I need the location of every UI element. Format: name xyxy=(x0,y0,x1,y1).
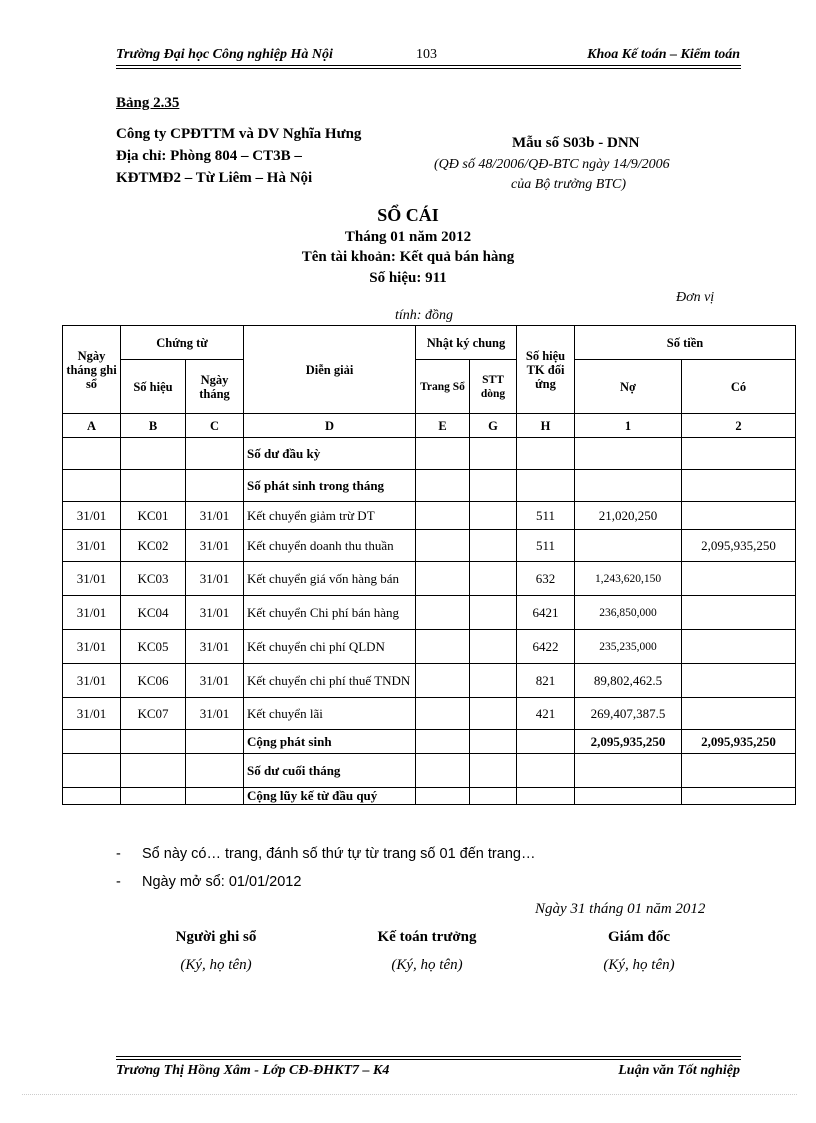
row-debit: 21,020,250 xyxy=(575,502,682,530)
row-credit xyxy=(682,562,796,596)
total-debit: 2,095,935,250 xyxy=(575,730,682,754)
header-journal: Nhật ký chung xyxy=(416,326,517,360)
code-cell: E xyxy=(416,414,470,438)
row-debit: 269,407,387.5 xyxy=(575,698,682,730)
closing-balance-label: Số dư cuối tháng xyxy=(244,754,416,788)
row-debit: 89,802,462.5 xyxy=(575,664,682,698)
row-voucher-date: 31/01 xyxy=(186,664,244,698)
footer-thesis: Luận văn Tốt nghiệp xyxy=(618,1063,740,1078)
row-debit: 235,235,000 xyxy=(575,630,682,664)
code-row xyxy=(63,414,796,438)
row-voucher-date: 31/01 xyxy=(186,698,244,730)
header-journal-line: STT dòng xyxy=(470,360,517,414)
table-row xyxy=(63,530,796,562)
row-date: 31/01 xyxy=(63,664,121,698)
row-voucher-number: KC01 xyxy=(121,502,186,530)
note-open-date xyxy=(116,874,301,890)
row-account: 821 xyxy=(517,664,575,698)
row-credit xyxy=(682,664,796,698)
note-open-date-text: Ngày mở sổ: 01/01/2012 xyxy=(142,874,302,890)
row-voucher-number: KC05 xyxy=(121,630,186,664)
closing-balance-row xyxy=(63,754,796,788)
row-description: Kết chuyển chi phí QLDN xyxy=(244,630,416,664)
signature-note-recorder: (Ký, họ tên) xyxy=(180,957,252,973)
sign-date: Ngày 31 tháng 01 năm 2012 xyxy=(535,901,706,917)
header-faculty: Khoa Kế toán – Kiểm toán xyxy=(587,47,740,62)
header-contra-account: Số hiệu TK đối ứng xyxy=(517,326,575,414)
footer-rule-2 xyxy=(116,1059,741,1060)
row-debit: 1,243,620,150 xyxy=(575,562,682,596)
note-bullet: - xyxy=(116,874,121,890)
row-description: Kết chuyển giá vốn hàng bán xyxy=(244,562,416,596)
row-credit xyxy=(682,596,796,630)
row-account: 511 xyxy=(517,502,575,530)
row-date: 31/01 xyxy=(63,502,121,530)
row-credit xyxy=(682,502,796,530)
row-description: Kết chuyển chi phí thuế TNDN xyxy=(244,664,416,698)
code-cell: 1 xyxy=(575,414,682,438)
row-description: Kết chuyển giảm trừ DT xyxy=(244,502,416,530)
opening-balance-label: Số dư đầu kỳ xyxy=(244,438,416,470)
code-cell: 2 xyxy=(682,414,796,438)
signature-title-recorder: Người ghi sổ xyxy=(175,929,257,945)
cumulative-row xyxy=(63,788,796,805)
row-description: Kết chuyển lãi xyxy=(244,698,416,730)
row-credit xyxy=(682,630,796,664)
row-voucher-number: KC07 xyxy=(121,698,186,730)
table-row xyxy=(63,502,796,530)
header-date: Ngày tháng ghi sổ xyxy=(63,326,121,414)
opening-balance-row xyxy=(63,438,796,470)
company-address-1: Địa chỉ: Phòng 804 – CT3B – xyxy=(116,148,302,164)
signature-title-director: Giám đốc xyxy=(607,929,671,945)
row-debit xyxy=(575,530,682,562)
header-debit: Nợ xyxy=(575,360,682,414)
signature-note-director: (Ký, họ tên) xyxy=(603,957,675,973)
signature-title-chief-accountant: Kế toán trưởng xyxy=(377,929,477,945)
row-account: 421 xyxy=(517,698,575,730)
header-voucher-date: Ngày tháng xyxy=(186,360,244,414)
header-school: Trường Đại học Công nghiệp Hà Nội xyxy=(116,47,333,62)
row-voucher-number: KC04 xyxy=(121,596,186,630)
ledger-account-name: Tên tài khoản: Kết quả bán hàng xyxy=(301,249,515,265)
row-date: 31/01 xyxy=(63,698,121,730)
page-edge xyxy=(22,1094,797,1095)
row-account: 6422 xyxy=(517,630,575,664)
row-account: 6421 xyxy=(517,596,575,630)
code-cell: H xyxy=(517,414,575,438)
header-description: Diễn giải xyxy=(244,326,416,414)
row-voucher-date: 31/01 xyxy=(186,562,244,596)
table-label: Bảng 2.35 xyxy=(116,95,180,111)
row-voucher-number: KC03 xyxy=(121,562,186,596)
form-decision-2: của Bộ trưởng BTC) xyxy=(511,177,627,192)
cumulative-label: Cộng lũy kế từ đầu quý xyxy=(244,788,416,805)
row-description: Kết chuyển doanh thu thuần xyxy=(244,530,416,562)
ledger-account-number: Số hiệu: 911 xyxy=(369,270,447,286)
ledger-month: Tháng 01 năm 2012 xyxy=(344,229,472,245)
company-name: Công ty CPĐTTM và DV Nghĩa Hưng xyxy=(116,126,362,142)
ledger-table xyxy=(62,325,796,805)
ledger-title: SỔ CÁI xyxy=(377,205,439,225)
header-journal-page: Trang Sổ xyxy=(416,360,470,414)
row-voucher-date: 31/01 xyxy=(186,596,244,630)
arising-label: Số phát sinh trong tháng xyxy=(244,470,416,502)
row-debit: 236,850,000 xyxy=(575,596,682,630)
table-row xyxy=(63,698,796,730)
code-cell: A xyxy=(63,414,121,438)
total-label: Cộng phát sinh xyxy=(244,730,416,754)
row-date: 31/01 xyxy=(63,562,121,596)
row-date: 31/01 xyxy=(63,630,121,664)
form-decision-1: (QĐ số 48/2006/QĐ-BTC ngày 14/9/2006 xyxy=(434,157,670,172)
row-voucher-date: 31/01 xyxy=(186,502,244,530)
total-credit: 2,095,935,250 xyxy=(682,730,796,754)
code-cell: C xyxy=(186,414,244,438)
row-date: 31/01 xyxy=(63,596,121,630)
row-date: 31/01 xyxy=(63,530,121,562)
signature-note-chief-accountant: (Ký, họ tên) xyxy=(391,957,463,973)
header-rule xyxy=(116,65,741,66)
table-row xyxy=(63,562,796,596)
header-credit: Có xyxy=(682,360,796,414)
unit-label-2: tính: đồng xyxy=(395,308,453,323)
table-row xyxy=(63,596,796,630)
row-account: 632 xyxy=(517,562,575,596)
note-pages xyxy=(116,846,535,862)
row-voucher-date: 31/01 xyxy=(186,630,244,664)
row-account: 511 xyxy=(517,530,575,562)
footer-author: Trương Thị Hồng Xâm - Lớp CĐ-ĐHKT7 – K4 xyxy=(116,1063,390,1078)
table-row xyxy=(63,630,796,664)
header-amount: Số tiền xyxy=(575,326,796,360)
header-voucher-number: Số hiệu xyxy=(121,360,186,414)
code-cell: B xyxy=(121,414,186,438)
code-cell: G xyxy=(470,414,517,438)
row-credit: 2,095,935,250 xyxy=(682,530,796,562)
row-voucher-date: 31/01 xyxy=(186,530,244,562)
header-voucher: Chứng từ xyxy=(121,326,244,360)
footer-rule xyxy=(116,1056,741,1057)
arising-row xyxy=(63,470,796,502)
row-voucher-number: KC02 xyxy=(121,530,186,562)
code-cell: D xyxy=(244,414,416,438)
form-code: Mẫu số S03b - DNN xyxy=(512,135,640,151)
table-row xyxy=(63,664,796,698)
row-credit xyxy=(682,698,796,730)
page-number: 103 xyxy=(416,47,437,62)
row-voucher-number: KC06 xyxy=(121,664,186,698)
unit-label-1: Đơn vị xyxy=(676,290,715,305)
note-pages-text: Sổ này có… trang, đánh số thứ tự từ trang số 01 đến trang… xyxy=(142,846,536,862)
row-description: Kết chuyển Chi phí bán hàng xyxy=(244,596,416,630)
header-rule-2 xyxy=(116,68,741,69)
total-row xyxy=(63,730,796,754)
company-address-2: KĐTMĐ2 – Từ Liêm – Hà Nội xyxy=(116,170,313,186)
note-bullet: - xyxy=(116,846,121,862)
